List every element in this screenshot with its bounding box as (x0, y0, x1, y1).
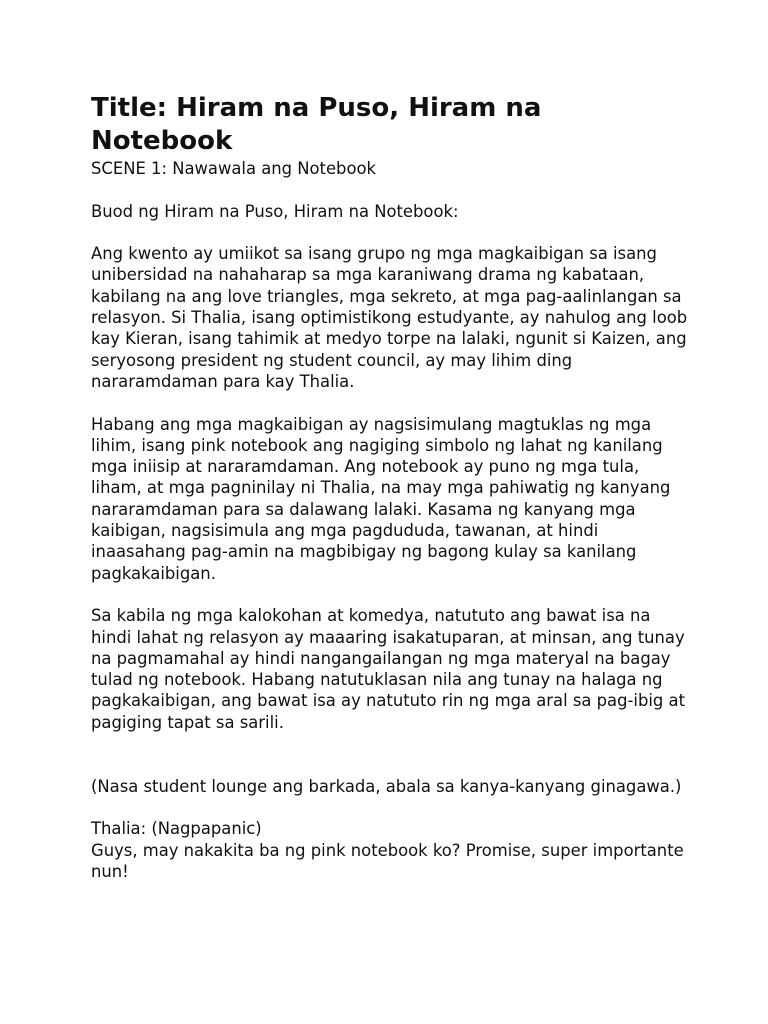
document-page (91, 92, 691, 882)
summary-paragraph-3: Sa kabila ng mga kalokohan at komedya, natututo ang bawat isa na hindi lahat ng relasyon ay maaaring isakatuparan, at minsan, ang tunay na pagmamahal ay hindi nangangailangan ng mga materyal na bagay tulad ng notebook. Habang natutuklasan nila ang tunay na halaga ng pagkakaibigan, ang bawat isa ay natututo rin ng mga aral sa pag-ibig at pagiging tapat sa sarili. (91, 606, 685, 732)
dialogue-speaker: Thalia: (Nagpapanic) (91, 819, 262, 839)
summary-paragraph-2: Habang ang mga magkaibigan ay nagsisimulang magtuklas ng mga lihim, isang pink notebook ang nagiging simbolo ng lahat ng kanilang mga iniisip at nararamdaman. Ang notebook ay puno ng mga tula, liham, at mga pagninilay ni Thalia, na may mga pahiwatig ng kanyang nararamdaman para sa dalawang lalaki. Kasama ng kanyang mga kaibigan, nagsisimula ang mga pagdududa, tawanan, at hindi inaasahang pag-amin na magbibigay ng bagong kulay sa kanilang pagkakaibigan. (91, 414, 671, 583)
document-title: Title: Hiram na Puso, Hiram na Notebook (91, 93, 542, 156)
dialogue-line: Guys, may nakakita ba ng pink notebook ko? Promise, super importante nun! (91, 840, 684, 881)
summary-paragraph-1: Ang kwento ay umiikot sa isang grupo ng mga magkaibigan sa isang unibersidad na nahaharap sa mga karaniwang drama ng kabataan, kabilang na ang love triangles, mga sekreto, at mga pag-aalinlangan sa relasyon. Si Thalia, isang optimistikong estudyante, ay nahulog ang loob kay Kieran, isang tahimik at medyo torpe na lalaki, ngunit si Kaizen, ang seryosong president ng student council, ay may lihim ding nararamdaman para kay Thalia. (91, 244, 688, 391)
scene-heading: SCENE 1: Nawawala ang Notebook (91, 159, 377, 178)
stage-direction: (Nasa student lounge ang barkada, abala sa kanya-kanyang ginagawa.) (91, 776, 682, 796)
summary-heading: Buod ng Hiram na Puso, Hiram na Notebook: (91, 201, 459, 221)
